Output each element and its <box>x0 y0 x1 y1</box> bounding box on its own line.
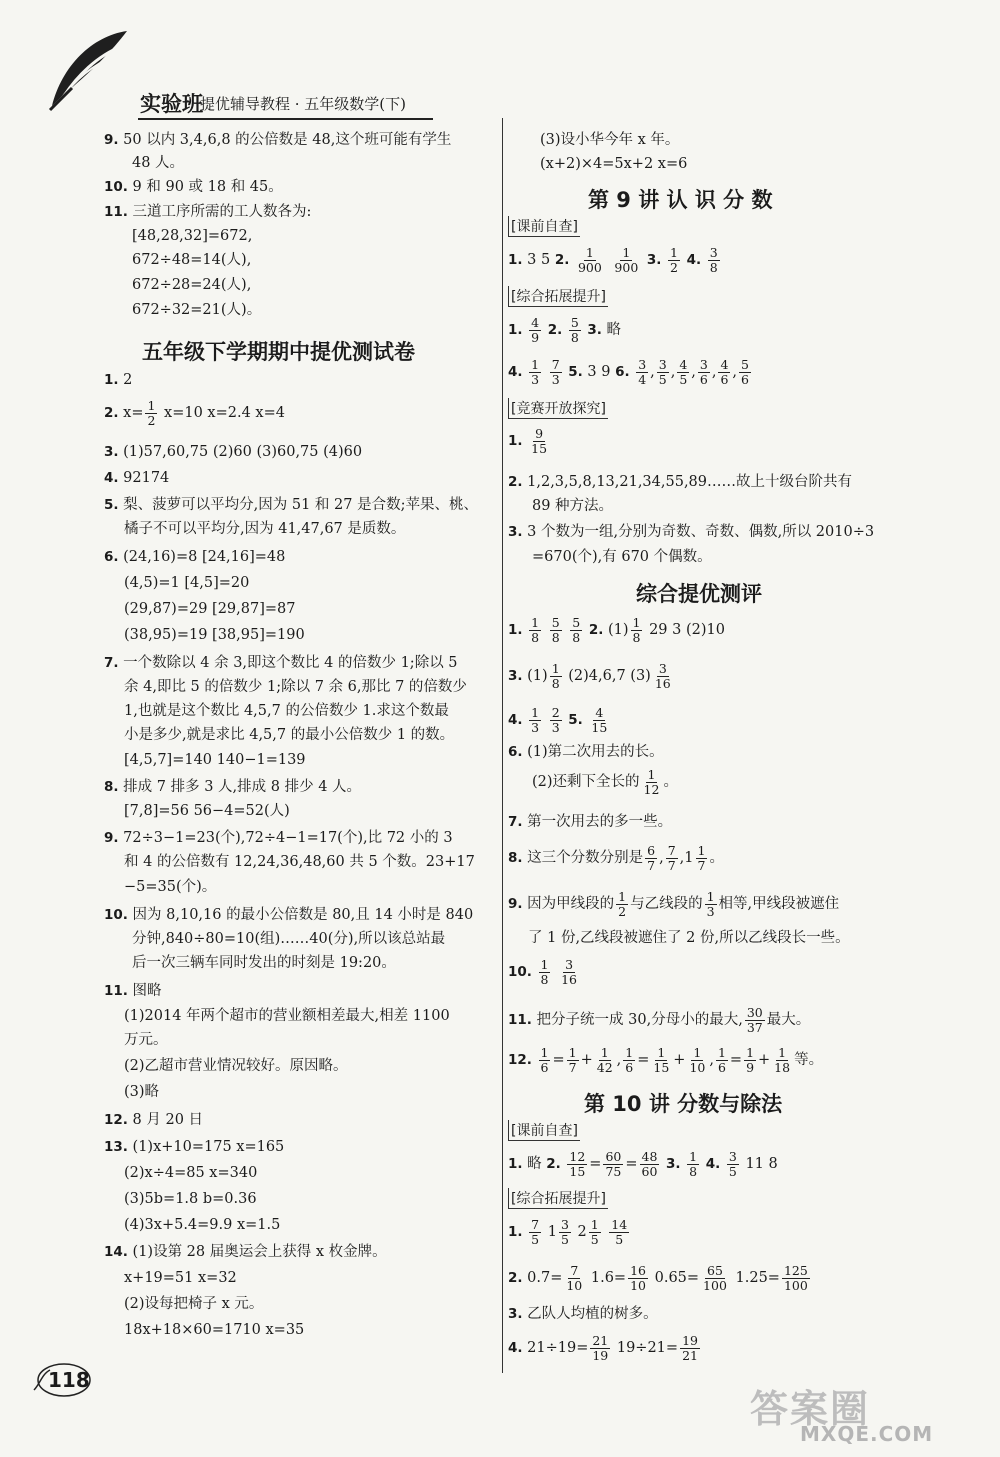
answer-line: 余 4,即比 5 的倍数少 1;除以 7 余 6,那比 7 的倍数少 <box>124 679 467 695</box>
answer-line: 89 种方法。 <box>532 498 614 514</box>
fraction: $\frac{2}{3}$ <box>551 704 560 735</box>
answer-line: 分钟,840÷80=10(组)……40(分),所以该总站最 <box>132 931 446 947</box>
answer-line: (1)2014 年两个超市的营业额相差最大,相差 1100 <box>124 1008 450 1024</box>
answer-line: 672÷28=24(人), <box>132 277 252 293</box>
fraction: $\frac{7}{7}$ <box>667 842 676 873</box>
answer-item: 11. 图略 <box>104 983 162 999</box>
fraction: $\frac{1}{6}$ <box>625 1044 634 1075</box>
answer-line: (4,5)=1 [4,5]=20 <box>124 575 250 591</box>
lecture-9-title: 第 9 讲 认 识 分 数 <box>588 188 773 212</box>
answer-item: 4. 92174 <box>104 470 170 486</box>
answer-line: (3)略 <box>124 1084 160 1100</box>
answer-line: (3)5b=1.8 b=0.36 <box>124 1191 257 1207</box>
fraction: $\frac{5}{8}$ <box>572 614 581 645</box>
fraction: $\frac{60}{75}$ <box>605 1148 622 1179</box>
answer-item: 7. 一个数除以 4 余 3,即这个数比 4 的倍数少 1;除以 5 <box>104 655 458 671</box>
book-series-title: 实验班 <box>140 91 203 116</box>
book-subtitle: 提优辅导教程 · 五年级数学(下) <box>200 95 407 113</box>
fraction: $\frac{48}{60}$ <box>641 1148 658 1179</box>
fraction: $\frac{4}{9}$ <box>531 314 540 345</box>
fraction: $\frac{3}{8}$ <box>709 244 718 275</box>
answer-line: =670(个),有 670 个偶数。 <box>532 549 712 565</box>
answer-line: x+19=51 x=32 <box>124 1270 237 1286</box>
fraction: $\frac{19}{21}$ <box>682 1332 698 1363</box>
fraction: $\frac{1}{3}$ <box>531 356 540 387</box>
feather-logo-icon <box>42 26 134 118</box>
fraction: $\frac{1}{3}$ <box>531 704 540 735</box>
fraction: $\frac{21}{19}$ <box>592 1332 609 1363</box>
answer-line: 万元。 <box>124 1032 168 1048</box>
answer-item: 2. 1,2,3,5,8,13,21,34,55,89……故上十级台阶共有 <box>508 474 853 490</box>
page-number: 118 <box>30 1360 100 1400</box>
answer-item: 9. 72÷3−1=23(个),72÷4−1=17(个),比 72 小的 3 <box>104 830 453 846</box>
fraction: $\frac{3}{16}$ <box>654 660 671 691</box>
fraction: $\frac{1}{9}$ <box>746 1044 755 1075</box>
fraction: $\frac{1}{3}$ <box>706 888 715 919</box>
fraction: $\frac{3}{5}$ <box>728 1148 737 1179</box>
answer-line: 了 1 份,乙线段被遮住了 2 份,所以乙线段长一些。 <box>528 930 850 946</box>
answer-line: [7,8]=56 56−4=52(人) <box>124 803 290 819</box>
fraction: $\frac{1}{900}$ <box>577 244 602 275</box>
answer-line: 48 人。 <box>132 155 185 171</box>
fraction: $\frac{5}{6}$ <box>741 356 749 387</box>
fraction: $\frac{4}{15}$ <box>591 704 608 735</box>
fraction: $\frac{3}{5}$ <box>658 356 667 387</box>
answer-line: (38,95)=19 [38,95]=190 <box>124 627 305 643</box>
answer-item: 1. 2 <box>104 372 133 388</box>
fraction: $\frac{3}{4}$ <box>638 356 647 387</box>
answer-line: (29,87)=29 [29,87]=87 <box>124 601 296 617</box>
answer-item: 13. (1)x+10=175 x=165 <box>104 1139 285 1155</box>
fraction: $\frac{3}{5}$ <box>560 1216 569 1247</box>
answer-item: 1. $\frac{1}{8}$ $\frac{5}{8}$ $\frac{5}{8}$ 2. (1) $\frac{1}{8}$ 29 3 (2)10 <box>508 614 725 645</box>
answer-line: [48,28,32]=672, <box>132 228 253 244</box>
fraction: $\frac{1}{7}$ <box>697 842 706 873</box>
answer-line: (2)设每把椅子 x 元。 <box>124 1296 264 1312</box>
section-tag-pre: [课前自查] <box>508 1120 580 1141</box>
answer-item: 2. x= $\frac{1}{2}$ x=10 x=2.4 x=4 <box>104 397 285 428</box>
fraction: $\frac{1}{2}$ <box>670 244 678 275</box>
answer-item: 14. (1)设第 28 届奥运会上获得 x 枚金牌。 <box>104 1244 387 1260</box>
section-tag-pre: [课前自查] <box>508 216 580 237</box>
answer-item: 4. 21÷19= $\frac{21}{19}$ 19÷21= $\frac{19}{21}$ <box>508 1332 698 1363</box>
answer-item: 1. $\frac{9}{15}$ <box>508 425 548 456</box>
watermark <box>750 1378 980 1448</box>
fraction: $\frac{1}{6}$ <box>540 1044 549 1075</box>
fraction-list: $\frac{3}{4}$ , $\frac{3}{5}$ , $\frac{4}{5}$ , $\frac{3}{6}$ , $\frac{4}{6}$ , $\frac{5}{6}$ <box>638 356 749 387</box>
fraction: $\frac{7}{10}$ <box>566 1262 583 1293</box>
fraction: $\frac{16}{10}$ <box>630 1262 646 1293</box>
answer-line: (2)x÷4=85 x=340 <box>124 1165 258 1181</box>
answer-line: 672÷48=14(人), <box>132 252 252 268</box>
fraction-list <box>527 614 589 645</box>
answer-item: 8. 排成 7 排多 3 人,排成 8 排少 4 人。 <box>104 779 362 795</box>
answer-line: 1,也就是这个数比 4,5,7 的公倍数少 1.求这个数最 <box>124 703 449 719</box>
section-tag-competition: [竞赛开放探究] <box>508 398 608 419</box>
answer-line: [4,5,7]=140 140−1=139 <box>124 752 306 768</box>
fraction: $\frac{1}{18}$ <box>774 1044 791 1075</box>
answer-item: 3. (1) $\frac{1}{8}$ (2)4,6,7 (3) $\frac{3}{16}$ <box>508 660 671 691</box>
fraction: $\frac{1}{5}$ <box>590 1216 599 1247</box>
fraction: $\frac{6}{7}$ <box>647 842 656 873</box>
answer-line: −5=35(个)。 <box>124 879 217 895</box>
answer-item: 10. 9 和 90 或 18 和 45。 <box>104 179 283 195</box>
answer-item: 7. 第一次用去的多一些。 <box>508 814 673 830</box>
fraction: $\frac{5}{8}$ <box>570 314 579 345</box>
answer-line: (x+2)×4=5x+2 x=6 <box>540 156 688 172</box>
fraction: $\frac{1}{10}$ <box>689 1044 706 1075</box>
fraction: $\frac{1}{8}$ <box>689 1148 698 1179</box>
answer-item: 3. (1)57,60,75 (2)60 (3)60,75 (4)60 <box>104 444 363 460</box>
lecture-10-title: 第 10 讲 分数与除法 <box>584 1092 783 1116</box>
answer-item: 4. $\frac{1}{3}$ $\frac{7}{3}$ 5. 3 9 6. $\frac{3}{4}$ , $\frac{3}{5}$ , $\frac{4}{5}$ , $\frac{3}{6}$ , $\frac{4}{6}$ , $\frac{5}{6}$ <box>508 356 753 388</box>
answer-item: 1. 3 5 2. $\frac{1}{900}$ $\frac{1}{900}$ 3. $\frac{1}{2}$ 4. $\frac{3}{8}$ <box>508 244 718 275</box>
section-tag-ext: [综合拓展提升] <box>508 286 608 307</box>
answer-item: 12. $\frac{1}{6}$ = $\frac{1}{7}$ + $\frac{1}{42}$ , $\frac{1}{6}$ = $\frac{1}{15}$ + $\frac{1}{10}$ , $\frac{1}{6}$ = $\frac{1}{9}$ + $\frac{1}{18}$ 等。 <box>508 1044 824 1075</box>
page-header <box>30 22 490 122</box>
fraction: $\frac{3}{6}$ <box>699 356 708 387</box>
fraction: $\frac{1}{8}$ <box>531 614 540 645</box>
section-tag-ext: [综合拓展提升] <box>508 1188 608 1209</box>
review-title: 综合提优测评 <box>636 582 762 606</box>
answer-item: 11. 三道工序所需的工人数各为: <box>104 204 312 220</box>
answer-line: 橘子不可以平均分,因为 41,47,67 是质数。 <box>124 521 406 537</box>
answer-item: 10. $\frac{1}{8}$ $\frac{3}{16}$ <box>508 956 577 987</box>
fraction: $\frac{1}{900}$ <box>614 244 639 275</box>
fraction-equation: $\frac{1}{6}$ = $\frac{1}{7}$ + $\frac{1}{42}$ , $\frac{1}{6}$ = $\frac{1}{15}$ + $\frac{1}{10}$ , $\frac{1}{6}$ = $\frac{1}{9}$ + $\frac{1}{18}$ <box>540 1044 791 1075</box>
watermark-text: 答案圈 <box>750 1387 871 1431</box>
fraction: $\frac{1}{2}$ <box>618 888 627 919</box>
answer-item: 8. 这三个分数分别是 $\frac{6}{7}$ , $\frac{7}{7}$ ,1 $\frac{1}{7}$ 。 <box>508 842 724 873</box>
fraction: $\frac{30}{37}$ <box>746 1004 763 1035</box>
column-divider <box>502 118 503 1373</box>
answer-item: 4. $\frac{1}{3}$ $\frac{2}{3}$ 5. $\frac{4}{15}$ <box>508 704 608 735</box>
fraction: $\frac{125}{100}$ <box>783 1262 808 1293</box>
answer-item: 2. 0.7= $\frac{7}{10}$ 1.6= $\frac{16}{10}$ 0.65= $\frac{65}{100}$ 1.25= $\frac{125}{100}$ <box>508 1262 808 1293</box>
answer-line: (2)乙超市营业情况较好。原因略。 <box>124 1058 348 1074</box>
answer-item: 10. 因为 8,10,16 的最小公倍数是 80,且 14 小时是 840 <box>104 907 474 923</box>
answer-item: 1. $\frac{4}{9}$ 2. $\frac{5}{8}$ 3. 略 <box>508 314 622 345</box>
fraction: $\frac{65}{100}$ <box>703 1262 727 1293</box>
watermark-url: MXQE.COM <box>800 1422 934 1446</box>
fraction: $\frac{14}{5}$ <box>611 1216 628 1247</box>
fraction: $\frac{4}{6}$ <box>720 356 729 387</box>
answer-line: 和 4 的公倍数有 12,24,36,48,60 共 5 个数。23+17 <box>124 854 475 870</box>
fraction: $\frac{5}{8}$ <box>551 614 560 645</box>
answer-line: (4)3x+5.4=9.9 x=1.5 <box>124 1217 281 1233</box>
fraction: $\frac{1}{7}$ <box>568 1044 577 1075</box>
fraction: $\frac{1}{8}$ <box>551 660 560 691</box>
fraction: $\frac{1}{15}$ <box>653 1044 670 1075</box>
answer-item: 9. 因为甲线段的 $\frac{1}{2}$ 与乙线段的 $\frac{1}{3}$ 相等,甲线段被遮住 <box>508 888 840 919</box>
answer-item: 6. (1)第二次用去的长。 <box>508 744 664 760</box>
fraction: $\frac{7}{3}$ <box>551 356 560 387</box>
header-rule <box>138 118 433 120</box>
fraction: $\frac{1}{8}$ <box>540 956 549 987</box>
answer-line: (2)还剩下全长的 $\frac{1}{12}$ 。 <box>532 766 678 797</box>
answer-line: 后一次三辆车同时发出的时刻是 19:20。 <box>132 955 396 971</box>
fraction: $\frac{4}{5}$ <box>679 356 688 387</box>
fraction: $\frac{1}{42}$ <box>596 1044 613 1075</box>
fraction: $\frac{3}{16}$ <box>561 956 577 987</box>
fraction: $\frac{9}{15}$ <box>531 425 548 456</box>
fraction: $\frac{1}{2}$ <box>147 397 156 428</box>
answer-item: 5. 梨、菠萝可以平均分,因为 51 和 27 是合数;苹果、桃、 <box>104 497 478 513</box>
answer-line: 672÷32=21(人)。 <box>132 302 262 318</box>
answer-line: (3)设小华今年 x 年。 <box>540 132 680 148</box>
answer-line: 小是多少,就是求比 4,5,7 的最小公倍数少 1 的数。 <box>124 727 455 743</box>
answer-item: 11. 把分子统一成 30,分母小的最大, $\frac{30}{37}$ 最大。 <box>508 1004 811 1035</box>
answer-line: 18x+18×60=1710 x=35 <box>124 1322 305 1338</box>
fraction: $\frac{1}{6}$ <box>717 1044 726 1075</box>
fraction: $\frac{12}{15}$ <box>569 1148 586 1179</box>
fraction: $\frac{7}{5}$ <box>531 1216 540 1247</box>
answer-item: 3. 3 个数为一组,分别为奇数、奇数、偶数,所以 2010÷3 <box>508 524 875 540</box>
answer-item: 6. (24,16)=8 [24,16]=48 <box>104 549 286 565</box>
fraction: $\frac{1}{12}$ <box>643 766 660 797</box>
answer-item: 1. 略 2. $\frac{12}{15}$ = $\frac{60}{75}$ = $\frac{48}{60}$ 3. $\frac{1}{8}$ 4. $\frac{3}{5}$ 11 8 <box>508 1148 778 1179</box>
answer-item: 12. 8 月 20 日 <box>104 1112 204 1128</box>
answer-item: 3. 乙队人均植的树多。 <box>508 1306 658 1322</box>
answer-item: 1. $\frac{7}{5}$ 1 $\frac{3}{5}$ 2 $\frac{1}{5}$ $\frac{14}{5}$ <box>508 1216 628 1247</box>
section-title-midterm: 五年级下学期期中提优测试卷 <box>142 340 415 364</box>
fraction: $\frac{1}{8}$ <box>632 614 641 645</box>
answer-item: 9. 50 以内 3,4,6,8 的公倍数是 48,这个班可能有学生 <box>104 132 452 148</box>
